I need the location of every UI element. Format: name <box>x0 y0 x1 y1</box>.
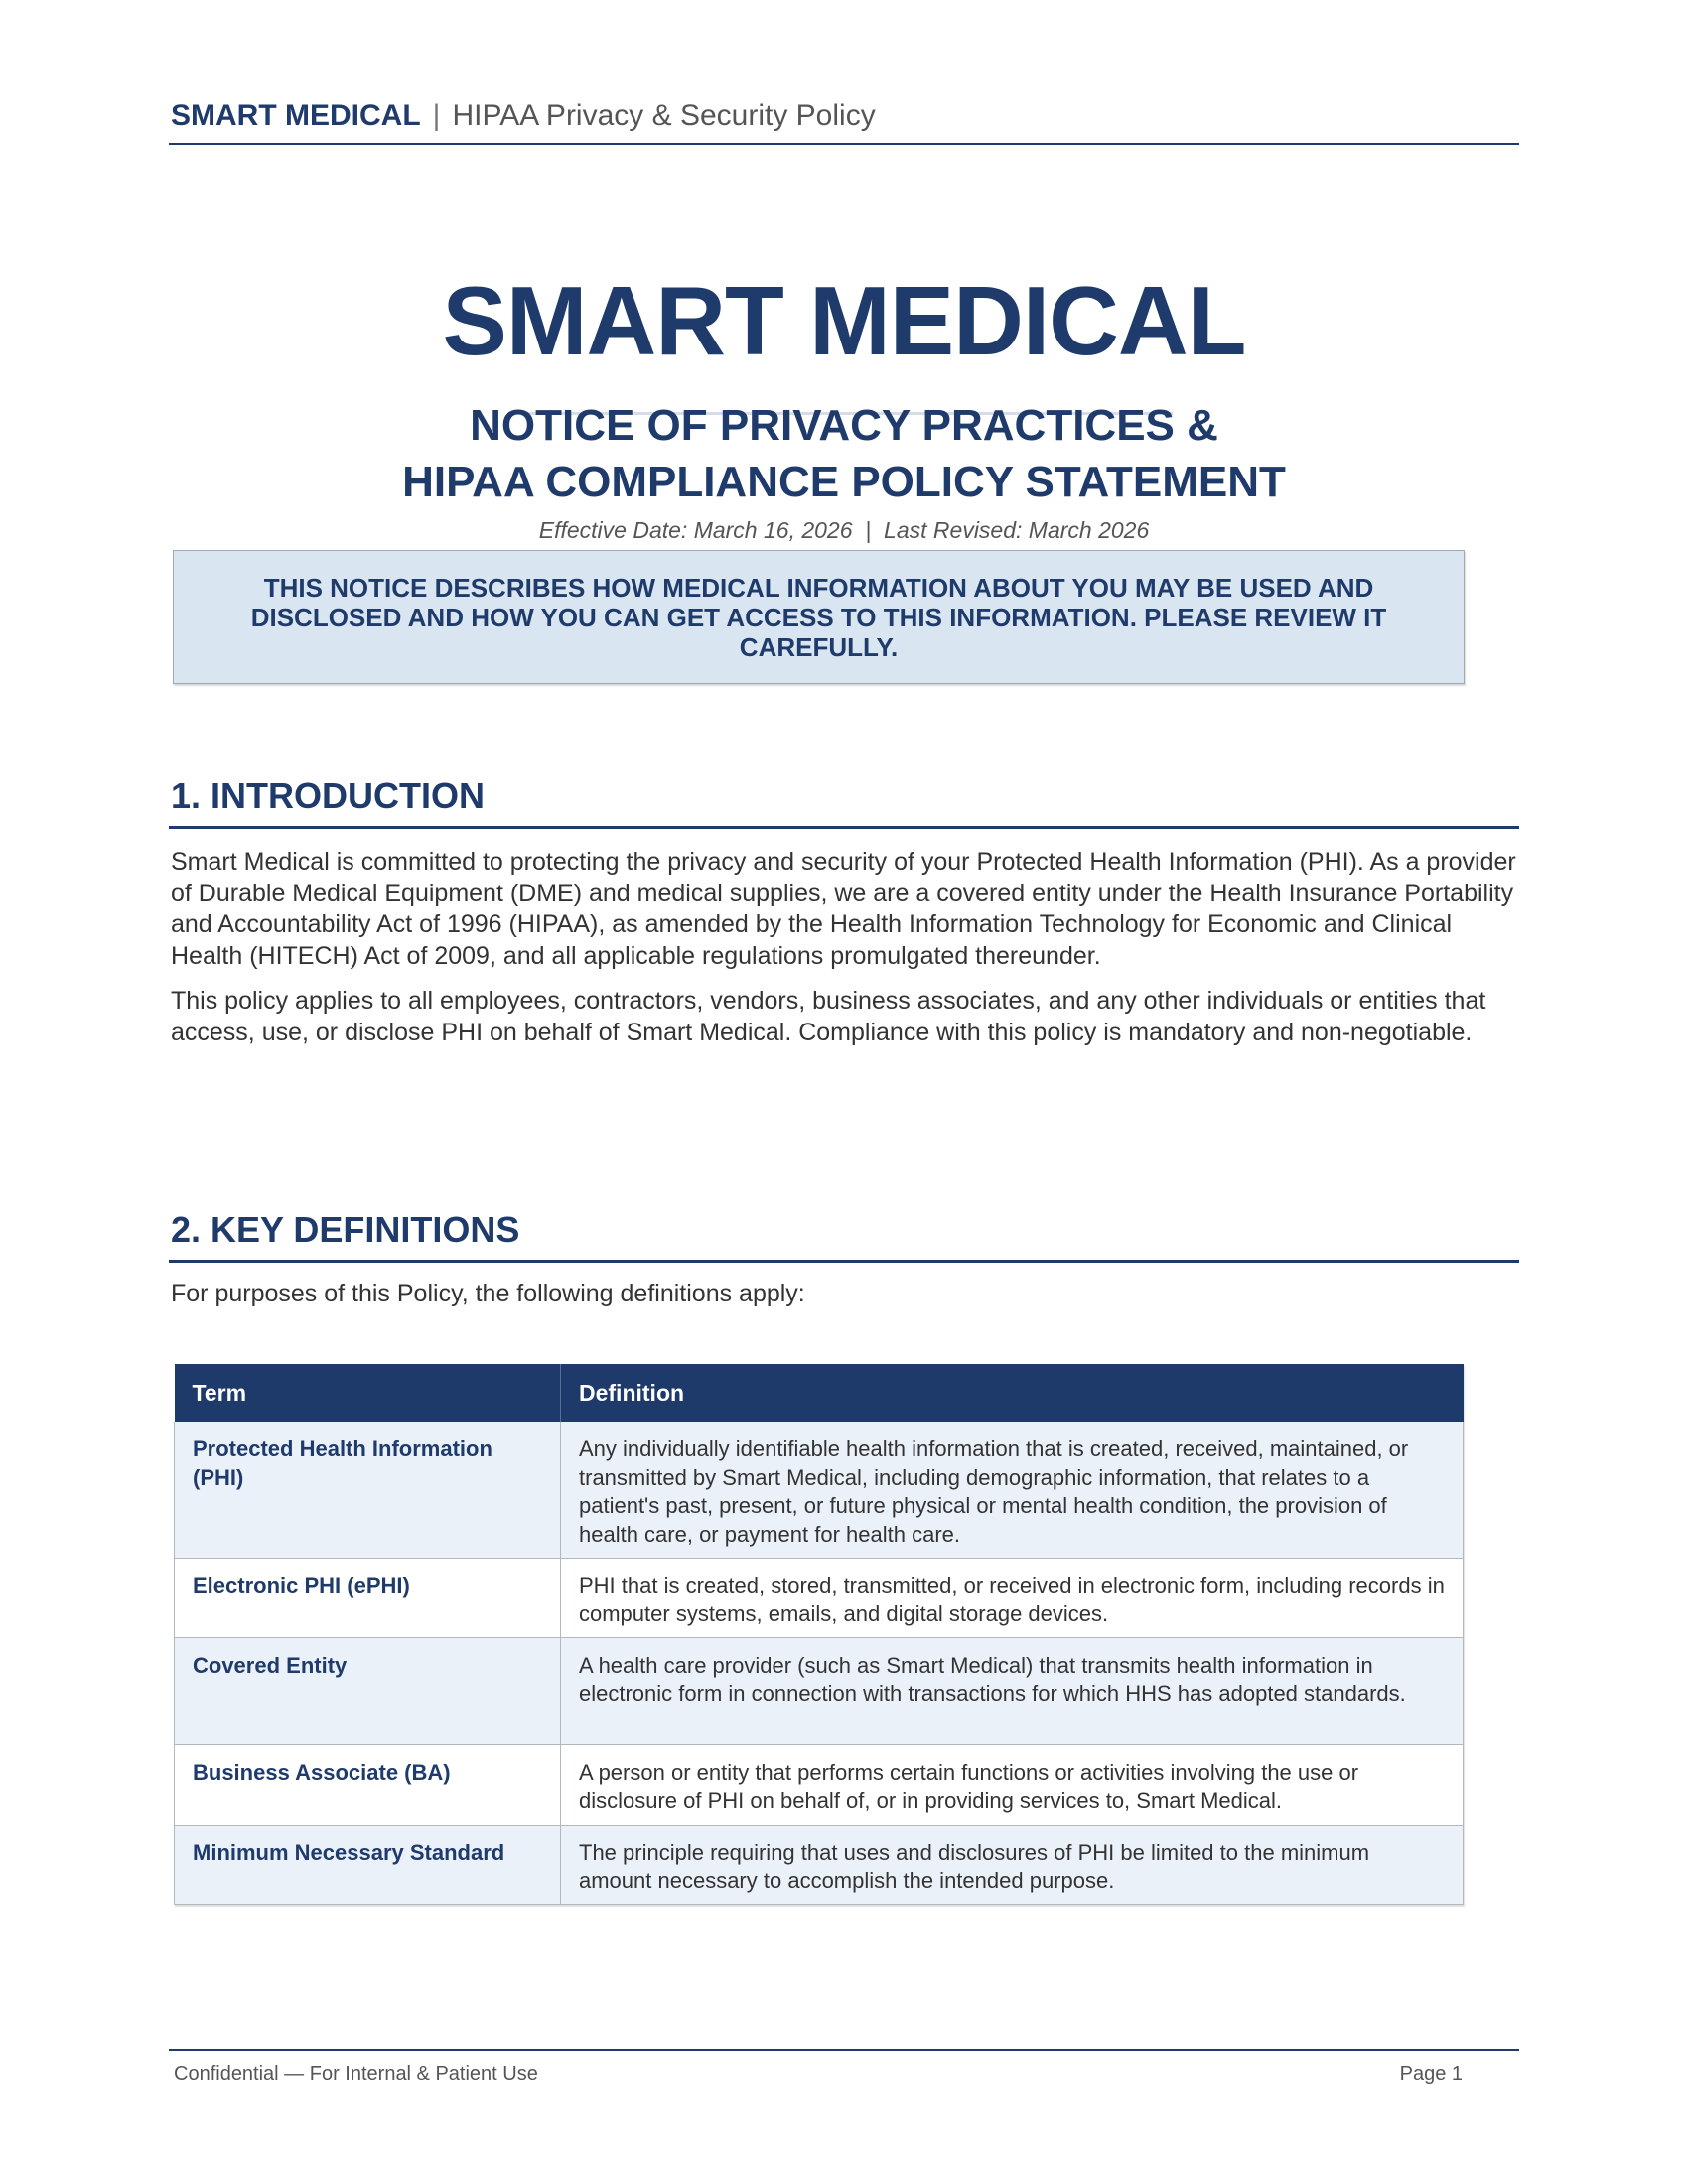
footer-rule <box>169 2049 1519 2051</box>
subtitle-line-2: HIPAA COMPLIANCE POLICY STATEMENT <box>402 458 1286 506</box>
header-brand: SMART MEDICAL <box>171 99 421 132</box>
introduction-body <box>171 847 1521 1062</box>
footer-confidential-note: Confidential — For Internal & Patient Use <box>174 2063 538 2085</box>
header-document-title: HIPAA Privacy & Security Policy <box>452 99 876 132</box>
section-rule <box>169 1260 1519 1263</box>
table-header-row <box>175 1364 1464 1422</box>
table-row <box>175 1744 1464 1825</box>
definitions-table <box>174 1364 1464 1905</box>
term-cell: Covered Entity <box>175 1637 561 1744</box>
definition-cell: PHI that is created, stored, transmitted, or received in electronic form, including records in computer systems, emails, and digital storage devices. <box>561 1558 1464 1637</box>
term-cell: Electronic PHI (ePHI) <box>175 1558 561 1637</box>
effective-date: Effective Date: March 16, 2026 | Last Revised: March 2026 <box>538 517 1150 543</box>
term-cell: Minimum Necessary Standard <box>175 1825 561 1904</box>
section-heading-introduction: 1. INTRODUCTION <box>171 775 486 816</box>
running-header <box>171 99 876 133</box>
document-subtitle <box>0 397 1688 510</box>
subtitle-line-1: NOTICE OF PRIVACY PRACTICES & <box>470 401 1218 450</box>
term-cell: Protected Health Information (PHI) <box>175 1422 561 1558</box>
column-header-term: Term <box>175 1364 561 1422</box>
page-number: Page 1 <box>1399 2063 1463 2085</box>
definitions-intro <box>171 1279 1521 1324</box>
column-header-definition: Definition <box>561 1364 1464 1422</box>
definition-cell: A health care provider (such as Smart Medical) that transmits health information in electronic form in connection with transactions for which HHS has adopted standards. <box>561 1637 1464 1744</box>
section-heading-key-definitions: 2. KEY DEFINITIONS <box>171 1209 520 1250</box>
section-rule <box>169 826 1519 829</box>
table-row <box>175 1637 1464 1744</box>
notice-text: THIS NOTICE DESCRIBES HOW MEDICAL INFORMATION ABOUT YOU MAY BE USED AND DISCLOSED AND HOW YOU CAN GET ACCESS TO THIS INFORMATION. PLEASE REVIEW IT CAREFULLY. <box>250 573 1387 662</box>
notice-callout <box>173 550 1465 684</box>
term-cell: Business Associate (BA) <box>175 1744 561 1825</box>
definition-cell: Any individually identifiable health information that is created, received, maintained, or transmitted by Smart Medical, including demographic information, that relates to a patient's past, present, or future physical or mental health condition, the provision of health care, or payment for health care. <box>561 1422 1464 1558</box>
definition-cell: A person or entity that performs certain functions or activities involving the use or disclosure of PHI on behalf of, or in providing services to, Smart Medical. <box>561 1744 1464 1825</box>
document-title: SMART MEDICAL <box>442 266 1246 375</box>
table-row <box>175 1422 1464 1558</box>
table-row <box>175 1558 1464 1637</box>
table-row <box>175 1825 1464 1904</box>
definition-cell: The principle requiring that uses and disclosures of PHI be limited to the minimum amount necessary to accomplish the intended purpose. <box>561 1825 1464 1904</box>
definitions-intro-text: For purposes of this Policy, the following definitions apply: <box>171 1280 805 1307</box>
header-separator: | <box>432 99 441 132</box>
header-rule <box>169 143 1519 145</box>
introduction-paragraph-2: This policy applies to all employees, contractors, vendors, business associates, and any other individuals or entities that access, use, or disclose PHI on behalf of Smart Medical. Compliance with this policy is mandatory and non-negotiable. <box>171 987 1486 1046</box>
introduction-paragraph-1: Smart Medical is committed to protecting the privacy and security of your Protected Health Information (PHI). As a provider of Durable Medical Equipment (DME) and medical supplies, we are a covered entity under the Health Insurance Portability and Accountability Act of 1996 (HIPAA), as amended by the Health Information Technology for Economic and Clinical Health (HITECH) Act of 2009, and all applicable regulations promulgated thereunder. <box>171 848 1516 970</box>
